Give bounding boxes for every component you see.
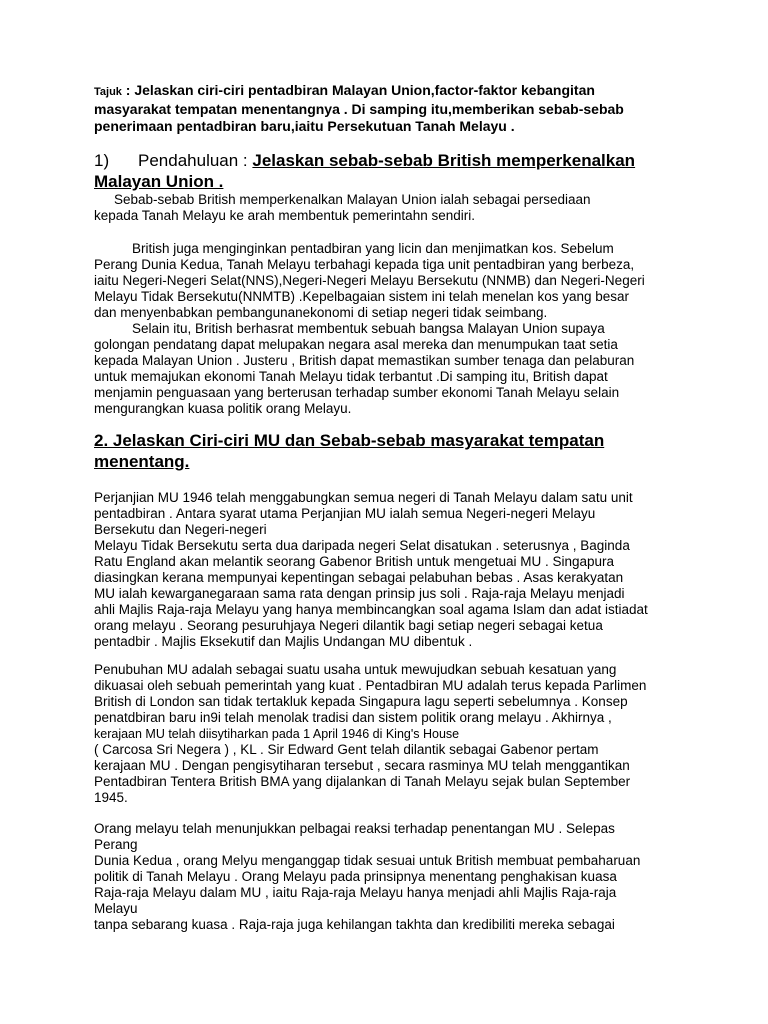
section-1-heading <box>94 150 694 192</box>
text-line: Sebab-sebab British memperkenalkan Malayan Union ialah sebagai persediaan <box>114 192 591 207</box>
text-line: British juga menginginkan pentadbiran yang licin dan menjimatkan kos. Sebelum <box>132 241 614 256</box>
text-line: golongan pendatang dapat melupakan negara asal mereka dan menumpukan taat setia <box>94 337 618 352</box>
text-line: Perang <box>94 837 138 852</box>
paragraph-4 <box>94 662 714 806</box>
text-line: Melayu <box>94 901 138 916</box>
text-line: Melayu Tidak Bersekutu(NNMTB) .Kepelbagaian sistem ini telah menelan kos yang besar <box>94 289 630 304</box>
assignment-title <box>94 82 694 135</box>
text-line: ( Carcosa Sri Negera ) , KL . Sir Edward Gent telah dilantik sebagai Gabenor pertam <box>94 742 599 757</box>
title-text: : Jelaskan ciri-ciri pentadbiran Malayan Union,factor-faktor kebangitan <box>121 82 595 98</box>
section-question: Jelaskan sebab-sebab British memperkenalkan <box>252 151 636 170</box>
text-line: kerajaan MU telah diisytiharkan pada 1 April 1946 di King's House <box>94 727 460 741</box>
paragraph-2 <box>94 241 714 417</box>
section-label: Pendahuluan : <box>138 151 253 170</box>
text-line: pentadbiran . Antara syarat utama Perjanjian MU ialah semua Negeri-negeri Melayu <box>94 506 596 521</box>
text-line: Melayu Tidak Bersekutu serta dua daripada negeri Selat disatukan . seterusnya , Baginda <box>94 538 630 553</box>
text-line: Raja-raja Melayu dalam MU , iaitu Raja-raja Melayu hanya menjadi ahli Majlis Raja-raja <box>94 885 617 900</box>
heading-line: 2. Jelaskan Ciri-ciri MU dan Sebab-sebab masyarakat tempatan <box>94 431 605 450</box>
text-line: untuk memajukan ekonomi Tanah Melayu tidak terbantut .Di samping itu, British dapat <box>94 369 608 384</box>
text-line: iaitu Negeri-Negeri Selat(NNS),Negeri-Negeri Melayu Bersekutu (NNMB) dan Negeri-Negeri <box>94 273 645 288</box>
paragraph-3 <box>94 490 714 650</box>
text-line: kepada Malayan Union . Justeru , British dapat memastikan sumber tenaga dan pelaburan <box>94 353 635 368</box>
heading-line: menentang. <box>94 452 190 471</box>
text-line: Ratu England akan melantik seorang Gabenor British untuk mengetuai MU . Singapura <box>94 554 615 569</box>
text-line: mengurangkan kuasa politik orang Melayu. <box>94 401 352 416</box>
text-line: dikuasai oleh sebuah pemerintah yang kuat . Pentadbiran MU adalah terus kepada Parlimen <box>94 678 647 693</box>
text-line: pentadbir . Majlis Eksekutif dan Majlis Undangan MU dibentuk . <box>94 634 473 649</box>
text-line: menjamin penguasaan yang berterusan terhadap sumber ekonomi Tanah Melayu selain <box>94 385 620 400</box>
text-line: orang melayu . Seorang pesuruhjaya Negeri dilantik bagi setiap negeri sebagai ketua <box>94 618 603 633</box>
text-line: Dunia Kedua , orang Melyu menganggap tidak sesuai untuk British membuat pembaharuan <box>94 853 641 868</box>
text-line: kepada Tanah Melayu ke arah membentuk pemerintahn sendiri. <box>94 208 475 223</box>
paragraph-5 <box>94 821 714 933</box>
text-line: Pentadbiran Tentera British BMA yang dijalankan di Tanah Melayu sejak bulan September <box>94 774 631 789</box>
title-line: penerimaan pentadbiran baru,iaitu Persekutuan Tanah Melayu . <box>94 118 515 134</box>
text-line: Penubuhan MU adalah sebagai suatu usaha untuk mewujudkan sebuah kesatuan yang <box>94 662 617 677</box>
text-line: ahli Majlis Raja-raja Melayu yang hanya membincangkan soal agama Islam dan adat istiadat <box>94 602 648 617</box>
text-line: Orang melayu telah menunjukkan pelbagai reaksi terhadap penentangan MU . Selepas <box>94 821 615 836</box>
section-number: 1) <box>94 151 110 170</box>
paragraph-1 <box>94 192 714 224</box>
text-line: MU ialah kewarganegaraan sama rata dengan prinsip jus soli . Raja-raja Melayu menjadi <box>94 586 625 601</box>
text-line: 1945. <box>94 790 128 805</box>
text-line: Perang Dunia Kedua, Tanah Melayu terbahagi kepada tiga unit pentadbiran yang berbeza, <box>94 257 635 272</box>
text-line: kerajaan MU . Dengan pengisytiharan tersebut , secara rasminya MU telah menggantikan <box>94 758 630 773</box>
text-line: politik di Tanah Melayu . Orang Melayu pada prinsipnya menentang penghakisan kuasa <box>94 869 617 884</box>
text-line: Selain itu, British berhasrat membentuk sebuah bangsa Malayan Union supaya <box>132 321 605 336</box>
text-line: British di London san tidak tertakluk kepada Singapura lagu seperti sebelumnya . Konsep <box>94 694 628 709</box>
text-line: tanpa sebarang kuasa . Raja-raja juga kehilangan takhta dan kredibiliti mereka sebagai <box>94 917 615 932</box>
title-line: masyarakat tempatan menentangnya . Di samping itu,memberikan sebab-sebab <box>94 101 624 117</box>
text-line: diasingkan kerana mempunyai kepentingan sebagai pelabuhan bebas . Asas kerakyatan <box>94 570 624 585</box>
section-question: Malayan Union . <box>94 172 224 191</box>
text-line: penatdbiran baru in9i telah menolak tradisi dan sistem politik orang melayu . Akhirnya , <box>94 710 612 725</box>
text-line: dan menyenbabkan pembangunanekonomi di setiap negeri tidak seimbang. <box>94 305 548 320</box>
text-line: Bersekutu dan Negeri-negeri <box>94 522 267 537</box>
text-line: Perjanjian MU 1946 telah menggabungkan semua negeri di Tanah Melayu dalam satu unit <box>94 490 633 505</box>
title-lead: Tajuk <box>94 86 122 98</box>
section-2-heading <box>94 430 694 472</box>
